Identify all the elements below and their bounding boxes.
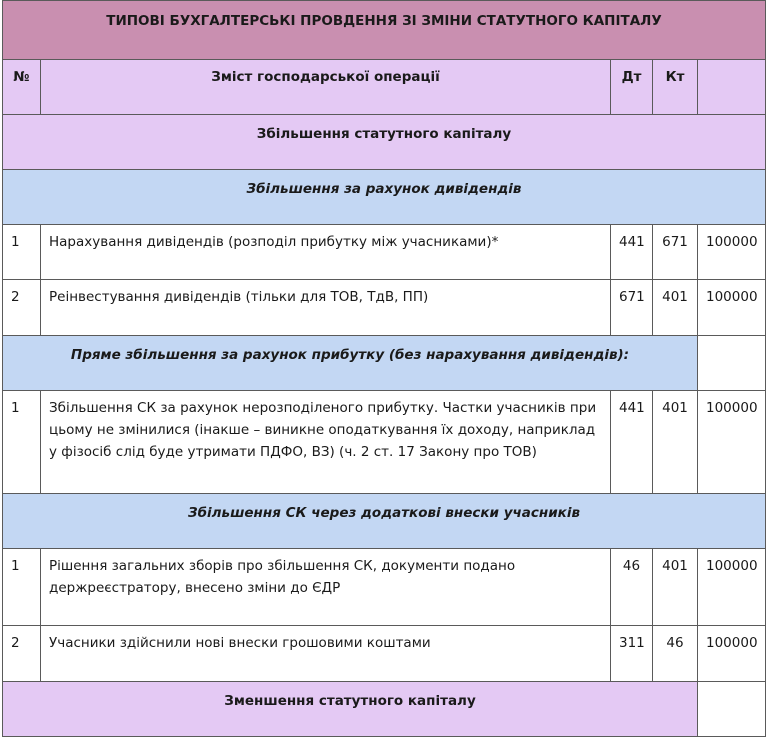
row-1-dt: 441 (610, 224, 653, 280)
section-decrease-empty (697, 681, 766, 737)
row-4-amount: 100000 (697, 548, 766, 626)
row-5-amount: 100000 (697, 625, 766, 682)
section-profit-empty (697, 335, 766, 391)
row-2-num: 2 (2, 279, 41, 336)
row-4-dt: 46 (610, 548, 653, 626)
section-decrease-capital: Зменшення статутного капіталу (2, 681, 698, 737)
row-5-dt: 311 (610, 625, 653, 682)
section-profit: Пряме збільшення за рахунок прибутку (без нарахування дивідендів): (2, 335, 698, 391)
row-2-amount: 100000 (697, 279, 766, 336)
column-header-content: Зміст господарської операції (40, 59, 611, 115)
row-3-num: 1 (2, 390, 41, 494)
row-2-dt: 671 (610, 279, 653, 336)
row-4-kt: 401 (652, 548, 698, 626)
column-header-amount (697, 59, 766, 115)
row-1-num: 1 (2, 224, 41, 280)
column-header-kt: Кт (652, 59, 698, 115)
column-header-num: № (2, 59, 41, 115)
row-2-text: Реінвестування дивідендів (тільки для ТОВ, ТдВ, ПП) (40, 279, 611, 336)
row-1-text: Нарахування дивідендів (розподіл прибутку між учасниками)* (40, 224, 611, 280)
row-4-num: 1 (2, 548, 41, 626)
row-5-kt: 46 (652, 625, 698, 682)
section-increase-capital: Збільшення статутного капіталу (2, 114, 766, 170)
section-contributions: Збільшення СК через додаткові внески учасників (2, 493, 766, 549)
row-1-amount: 100000 (697, 224, 766, 280)
row-3-text: Збільшення СК за рахунок нерозподіленого прибутку. Частки учасників при цьому не змінилися (інакше – виникне оподаткування їх доходу, наприклад у фізосіб слід буде утримати ПДФО, ВЗ) (ч. 2 ст. 17 Закону про ТОВ) (40, 390, 611, 494)
column-header-dt: Дт (610, 59, 653, 115)
row-3-kt: 401 (652, 390, 698, 494)
row-3-amount: 100000 (697, 390, 766, 494)
row-5-text: Учасники здійснили нові внески грошовими коштами (40, 625, 611, 682)
row-1-kt: 671 (652, 224, 698, 280)
row-4-text: Рішення загальних зборів про збільшення СК, документи подано держреєстратору, внесено зміни до ЄДР (40, 548, 611, 626)
row-5-num: 2 (2, 625, 41, 682)
row-3-dt: 441 (610, 390, 653, 494)
row-2-kt: 401 (652, 279, 698, 336)
table-title: ТИПОВІ БУХГАЛТЕРСЬКІ ПРОВДЕННЯ ЗІ ЗМІНИ СТАТУТНОГО КАПІТАЛУ (2, 0, 766, 60)
section-dividends: Збільшення за рахунок дивідендів (2, 169, 766, 225)
